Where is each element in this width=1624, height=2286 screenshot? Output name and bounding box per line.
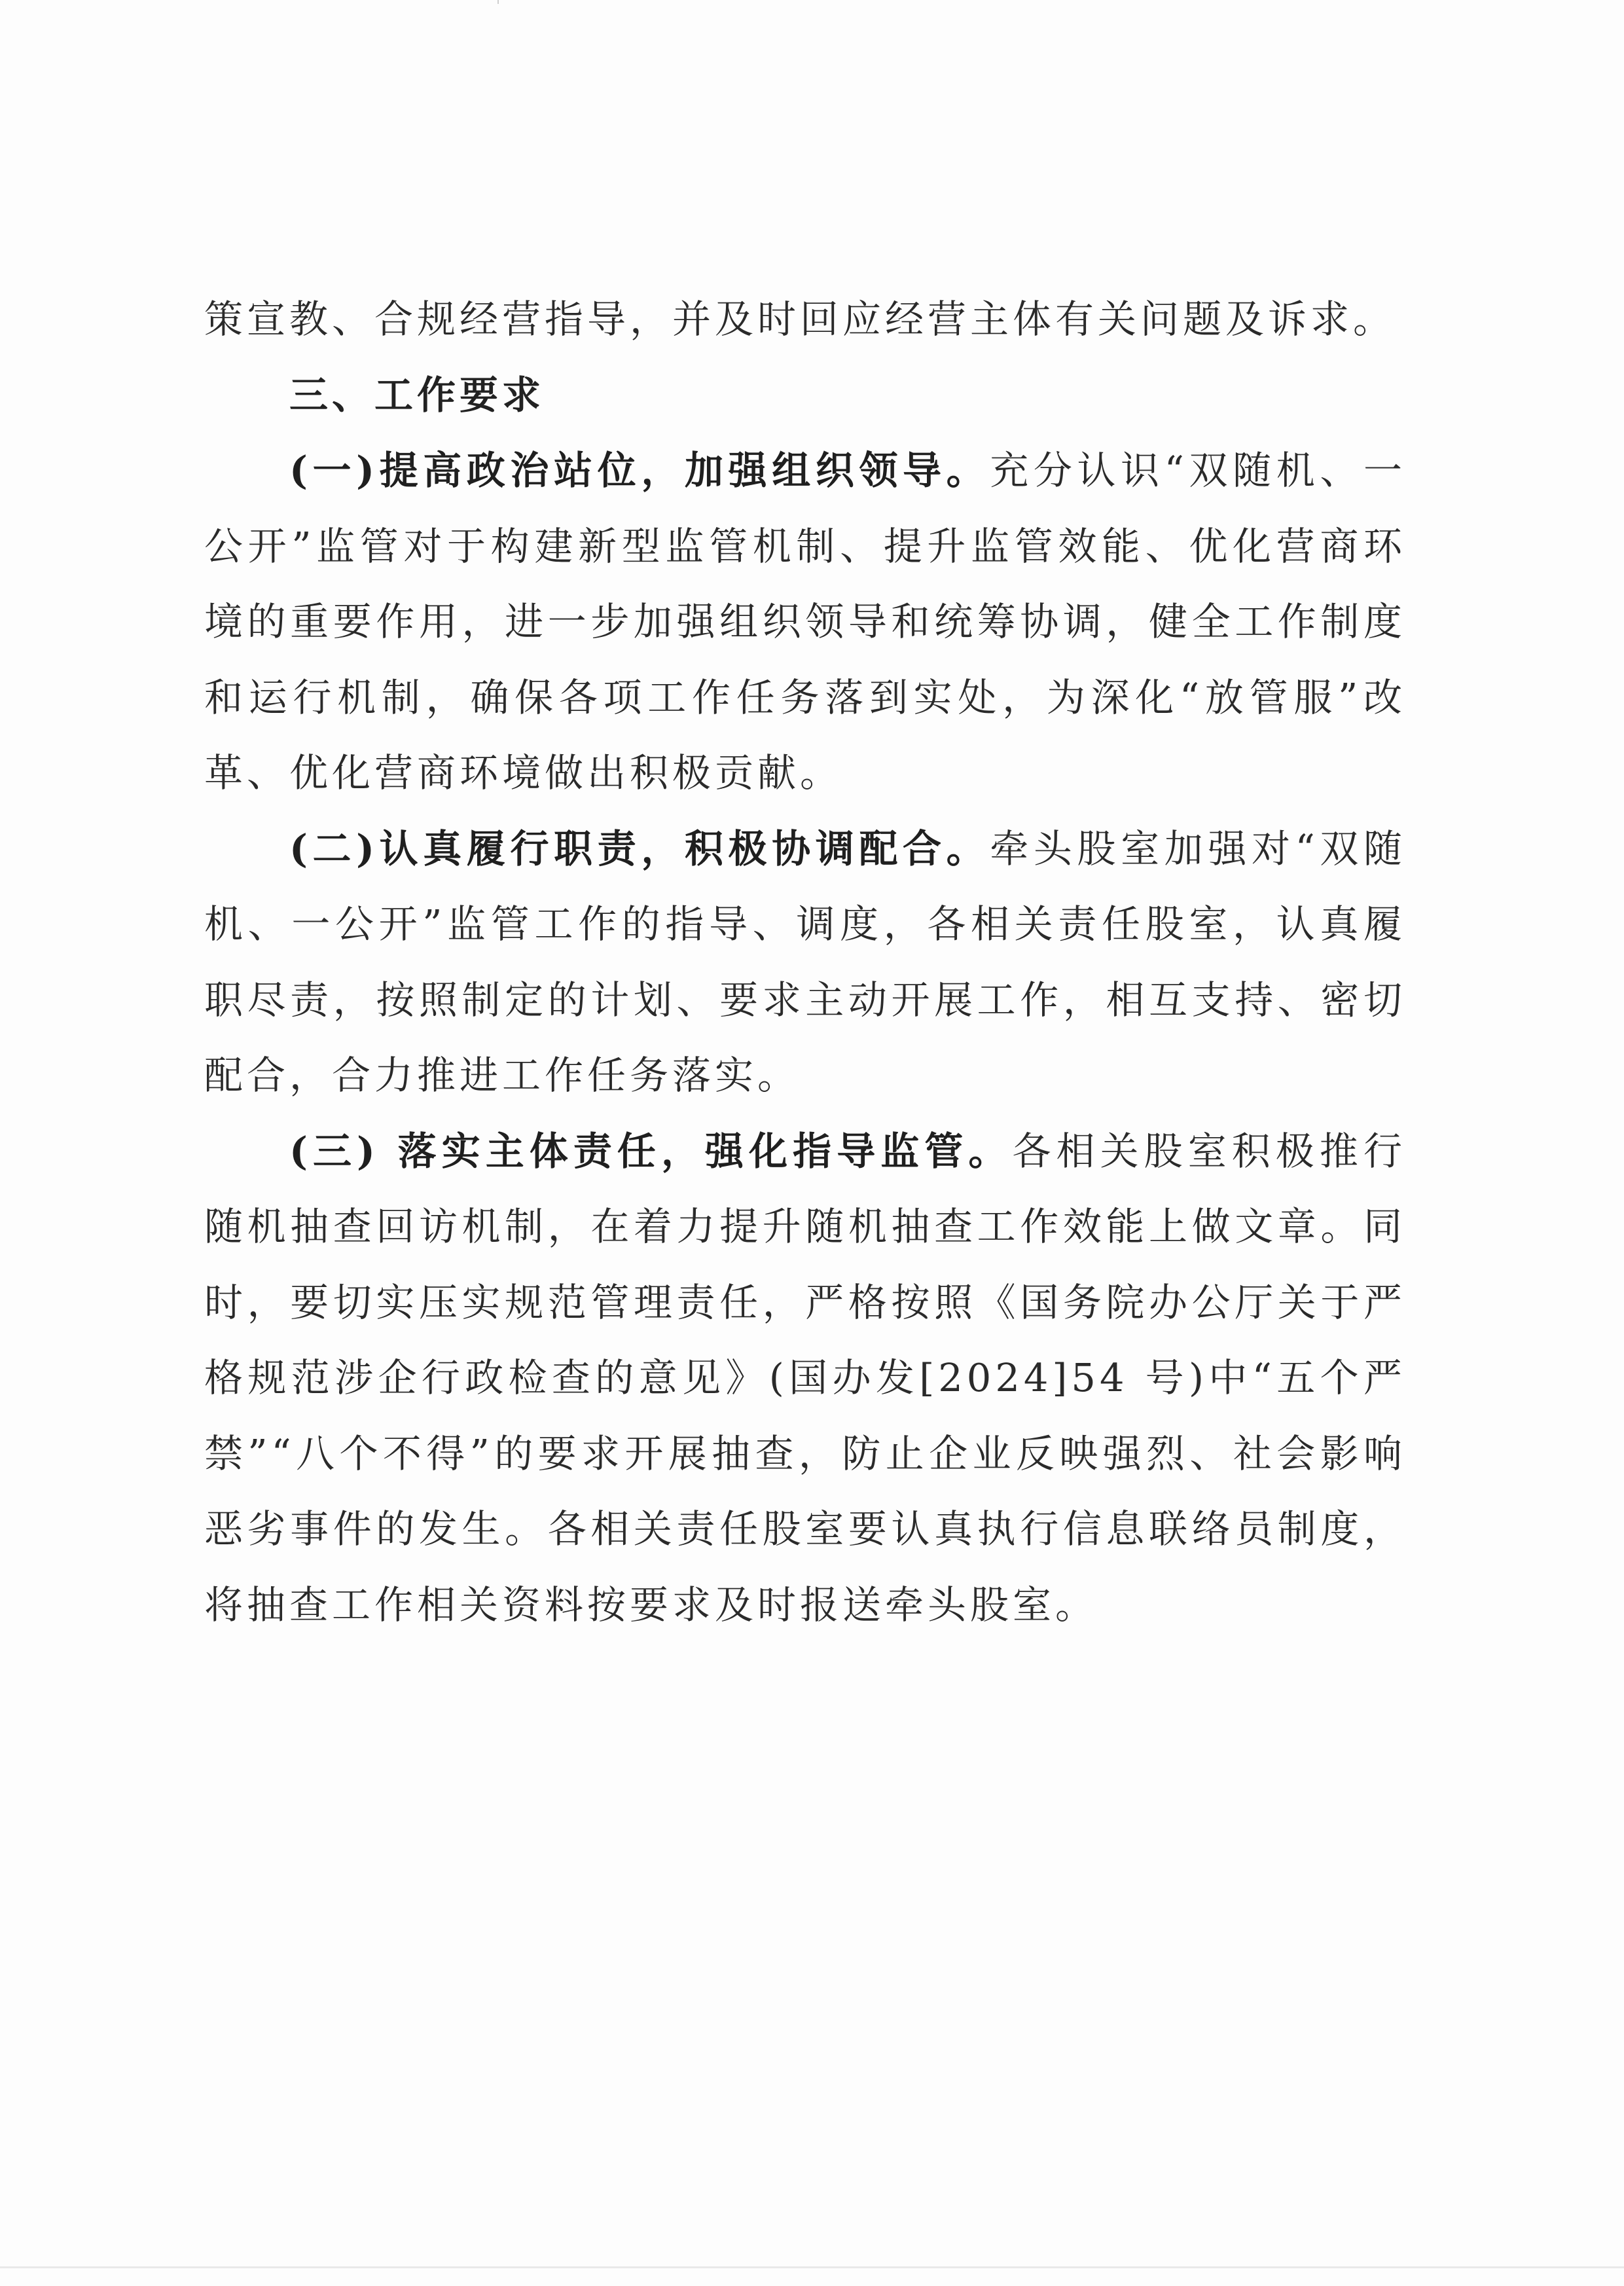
item-text-3: 各相关股室积极推行随机抽查回访机制，在着力提升随机抽查工作效能上做文章。同时，要切实压实规范管理责任，严格按照《国务院办公厅关于严格规范涉企行政检查的意见》(国办发[2024]54 号)中“五个严禁”“八个不得”的要求开展抽查，防止企业反映强烈、社会影响恶劣事件的发生。各相关责任股室要认真执行信息联络员制度，将抽查工作相关资料按要求及时报送牵头股室。 — [204, 1128, 1406, 1627]
item-text-1: 充分认识“双随机、一公开”监管对于构建新型监管机制、提升监管效能、优化营商环境的重要作用，进一步加强组织领导和统筹协调，健全工作制度和运行机制，确保各项工作任务落到实处，为深化“放管服”改革、优化营商环境做出积极贡献。 — [204, 448, 1406, 795]
item-lead-3: (三) 落实主体责任，强化指导监管。 — [289, 1128, 1013, 1174]
item-lead-2: (二)认真履行职责，积极协调配合。 — [289, 826, 990, 871]
item-paragraph-1 — [204, 433, 1406, 811]
item-paragraph-3 — [204, 1114, 1406, 1643]
item-paragraph-2 — [204, 811, 1406, 1114]
scan-edge-line — [0, 2266, 1624, 2268]
continuation-paragraph: 策宣教、合规经营指导，并及时回应经营主体有关问题及诉求。 — [204, 297, 1396, 342]
item-lead-1: (一)提高政治站位，加强组织领导。 — [289, 448, 990, 493]
item-text-2: 牵头股室加强对“双随机、一公开”监管工作的指导、调度，各相关责任股室，认真履职尽责，按照制定的计划、要求主动开展工作，相互支持、密切配合，合力推进工作任务落实。 — [204, 826, 1406, 1098]
document-body — [204, 281, 1406, 1642]
scan-mark — [497, 0, 499, 4]
section-heading: 三、工作要求 — [289, 372, 545, 418]
